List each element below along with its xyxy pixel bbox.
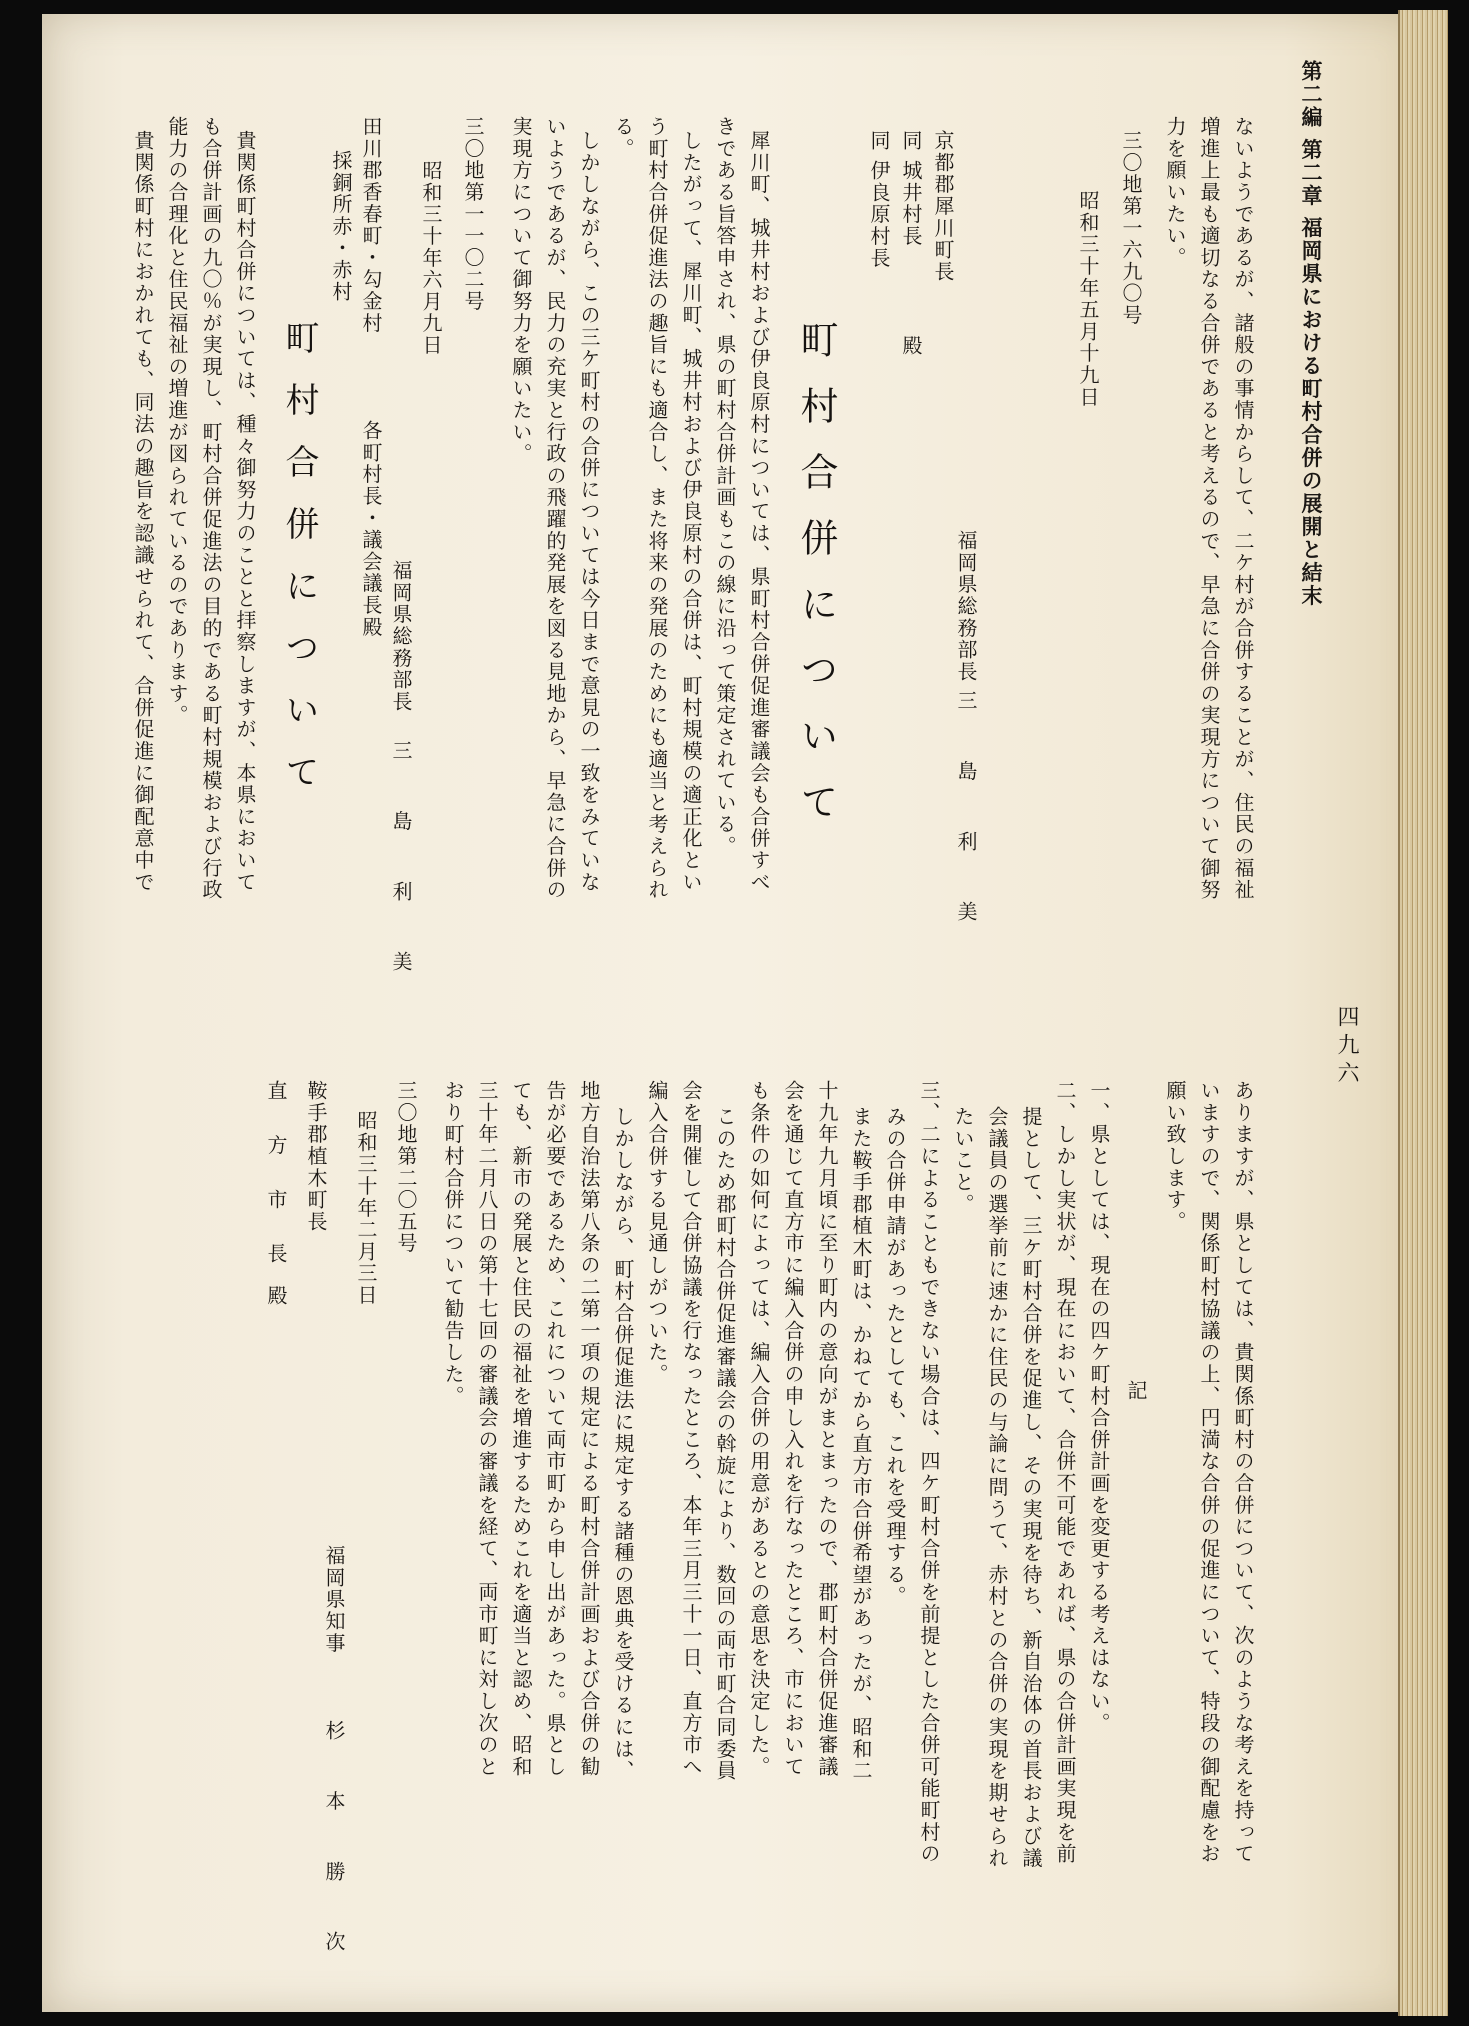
- doc2-heading: 町村合併について: [279, 320, 319, 816]
- narrative-line: 会を通じて直方市に編入合併の申し入れを行なったところ、市において: [781, 1080, 805, 1778]
- doc2-sender-name: 三 島 利 美: [389, 740, 413, 994]
- doc2-addressee: 採銅所赤・赤村: [329, 150, 353, 303]
- doc1-addressee: 同 伊良原村長: [867, 130, 891, 269]
- doc1-body-line: きである旨答申され、県の町村合併計画もこの線に沿って策定されている。: [713, 116, 737, 858]
- narrative-line: このため郡町村合併促進審議会の斡旋により、数回の両市町合同委員: [713, 1106, 737, 1782]
- decision-item: 提として、三ケ町村合併を促進し、その実現を待ち、新自治体の首長および議: [1019, 1106, 1043, 1869]
- page-stack-edge: [1398, 10, 1448, 2016]
- intro-line: ありますが、県としては、貴関係町村の合併について、次のような考えを持って: [1231, 1080, 1255, 1865]
- intro-line: 力を願いたい。: [1163, 116, 1187, 269]
- narrative-line: 地方自治法第八条の二第一項の規定による町村合併計画および合併の勧: [577, 1080, 601, 1778]
- narrative-line: おり町村合併について勧告した。: [441, 1080, 465, 1407]
- doc3-addressee: 鞍手郡植木町長: [304, 1080, 328, 1233]
- narrative-line: ても、新市の発展と住民の福祉を増進するためこれを適当と認め、昭和: [509, 1080, 533, 1778]
- doc1-addressee: 京都郡犀川町長: [931, 130, 955, 283]
- doc1-body-line: いようであるが、民力の充実と行政の飛躍的発展を図る見地から、早急に合併の: [543, 116, 567, 901]
- doc1-number: 三〇地第一六九〇号: [1119, 130, 1143, 327]
- doc1-body-line: しかしながら、この三ケ町村の合併については今日まで意見の一致をみていな: [577, 130, 601, 893]
- doc2-number: 三〇地第一一〇二号: [461, 116, 485, 313]
- doc3-sender-name: 杉 本 勝 次: [322, 1720, 346, 1974]
- doc1-addressee: 同 城井村長: [899, 130, 923, 248]
- doc3-date: 昭和三十年二月三日: [354, 1110, 378, 1307]
- intro-line: ないようであるが、諸般の事情からして、二ケ村が合併することが、住民の福祉: [1231, 116, 1255, 901]
- intro-line: 願い致します。: [1163, 1080, 1187, 1233]
- doc2-addressee-role: 各町村長・議会議長殿: [359, 420, 383, 638]
- decision-item: 二、しかし実状が、現在において、合併不可能であれば、県の合併計画実現を前: [1053, 1080, 1077, 1865]
- doc1-sender-title: 福岡県総務部長: [954, 530, 978, 683]
- doc2-date: 昭和三十年六月九日: [419, 160, 443, 357]
- doc1-date: 昭和三十年五月十九日: [1076, 190, 1100, 408]
- decision-item: 一、県としては、現在の四ケ町村合併計画を変更する考えはない。: [1087, 1080, 1111, 1734]
- ki-mark: 記: [1124, 1380, 1148, 1402]
- running-title: 第二編 第二章 福岡県における町村合併の展開と結末: [1299, 60, 1324, 608]
- doc2-body-line: 貴関係町村合併については、種々御努力のことと拝察しますが、本県において: [233, 130, 257, 893]
- decision-item: たいこと。: [951, 1106, 975, 1215]
- doc2-addressee: 田川郡香春町・勾金村: [359, 116, 383, 334]
- decision-item: みの合併申請があったとしても、これを受理する。: [883, 1106, 907, 1608]
- narrative-line: 十九年九月頃に至り町内の意向がまとまったので、郡町村合併促進審議: [815, 1080, 839, 1778]
- narrative-line: 編入合併する見通しがついた。: [645, 1080, 669, 1386]
- doc1-sender-name: 三 島 利 美: [954, 690, 978, 944]
- decision-item: 会議員の選挙前に速かに住民の与論に問うて、赤村との合併の実現を期せられ: [985, 1106, 1009, 1869]
- doc1-body-line: る。: [611, 116, 635, 160]
- doc3-number: 三〇地第二〇五号: [394, 1080, 418, 1255]
- doc3-addressee: 直 方 市 長: [264, 1080, 288, 1278]
- doc1-body-line: 犀川町、城井村および伊良原村については、県町村合併促進審議会も合併すべ: [747, 130, 771, 893]
- doc1-body-line: う町村合併促進法の趣旨にも適合し、また将来の発展のためにも適当と考えられ: [645, 116, 669, 901]
- doc2-body-line: 貴関係町村におかれても、同法の趣旨を認識せられて、合併促進に御配意中で: [131, 130, 155, 893]
- narrative-line: も条件の如何によっては、編入合併の用意があるとの意思を決定した。: [747, 1080, 771, 1778]
- doc1-heading: 町村合併について: [794, 320, 838, 848]
- narrative-line: 告が必要であるため、これについて両市町から申し出があった。県とし: [543, 1080, 567, 1778]
- doc3-honorific: 殿: [264, 1285, 288, 1307]
- narrative-line: また鞍手郡植木町は、かねてから直方市合併希望があったが、昭和二: [849, 1106, 873, 1782]
- doc1-body-line: 実現方について御努力を願いたい。: [509, 116, 533, 465]
- doc1-body-line: したがって、犀川町、城井村および伊良原村の合併は、町村規模の適正化とい: [679, 130, 703, 893]
- doc3-sender-title: 福岡県知事: [322, 1545, 346, 1654]
- decision-item: 三、二によることもできない場合は、四ケ町村合併を前提とした合併可能町村の: [917, 1080, 941, 1865]
- doc1-honorific: 殿: [899, 335, 923, 357]
- page-number: 四九六: [1334, 1005, 1359, 1089]
- intro-line: いますので、関係町村協議の上、円満な合併の促進について、特段の御配慮をお: [1197, 1080, 1221, 1865]
- narrative-line: 会を開催して合併協議を行なったところ、本年三月三十一日、直方市へ: [679, 1080, 703, 1778]
- narrative-line: 三十年二月八日の第十七回の審議会の審議を経て、両市町に対し次のと: [475, 1080, 499, 1778]
- doc2-sender-title: 福岡県総務部長: [389, 560, 413, 713]
- narrative-line: しかしながら、町村合併促進法に規定する諸種の恩典を受けるには、: [611, 1106, 635, 1782]
- intro-line: 増進上最も適切なる合併であると考えるので、早急に合併の実現方について御努: [1197, 116, 1221, 901]
- doc2-body-line: も合併計画の九〇％が実現し、町村合併促進法の目的である町村規模および行政: [199, 116, 223, 901]
- doc2-body-line: 能力の合理化と住民福祉の増進が図られているのであります。: [165, 116, 189, 727]
